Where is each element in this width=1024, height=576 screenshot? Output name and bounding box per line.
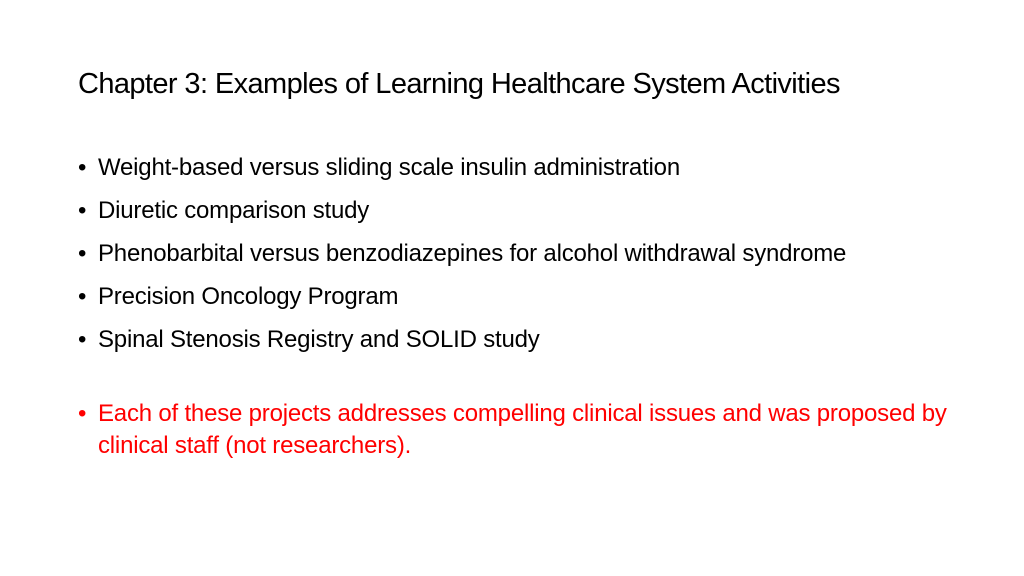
bullet-list: [78, 152, 958, 473]
bullet-text: Diuretic comparison study: [98, 197, 370, 224]
bullet-icon: •: [78, 326, 87, 353]
bullet-text: Spinal Stenosis Registry and SOLID study: [98, 326, 540, 353]
bullet-text: Weight-based versus sliding scale insulin administration: [98, 154, 680, 181]
list-item: [78, 195, 958, 227]
highlight-item: [78, 398, 958, 462]
highlight-text: Each of these projects addresses compelling clinical issues and was proposed by clinical staff (not researchers).: [98, 400, 947, 459]
bullet-icon: •: [78, 154, 87, 181]
bullet-icon: •: [78, 240, 87, 267]
bullet-icon: •: [78, 400, 87, 427]
list-item: [78, 238, 958, 270]
bullet-icon: •: [78, 283, 87, 310]
list-item: [78, 152, 958, 184]
list-item: [78, 324, 958, 356]
list-item: [78, 281, 958, 313]
slide-title: Chapter 3: Examples of Learning Healthcare System Activities: [78, 68, 840, 100]
bullet-text: Phenobarbital versus benzodiazepines for alcohol withdrawal syndrome: [98, 240, 847, 267]
bullet-icon: •: [78, 197, 87, 224]
bullet-text: Precision Oncology Program: [98, 283, 399, 310]
